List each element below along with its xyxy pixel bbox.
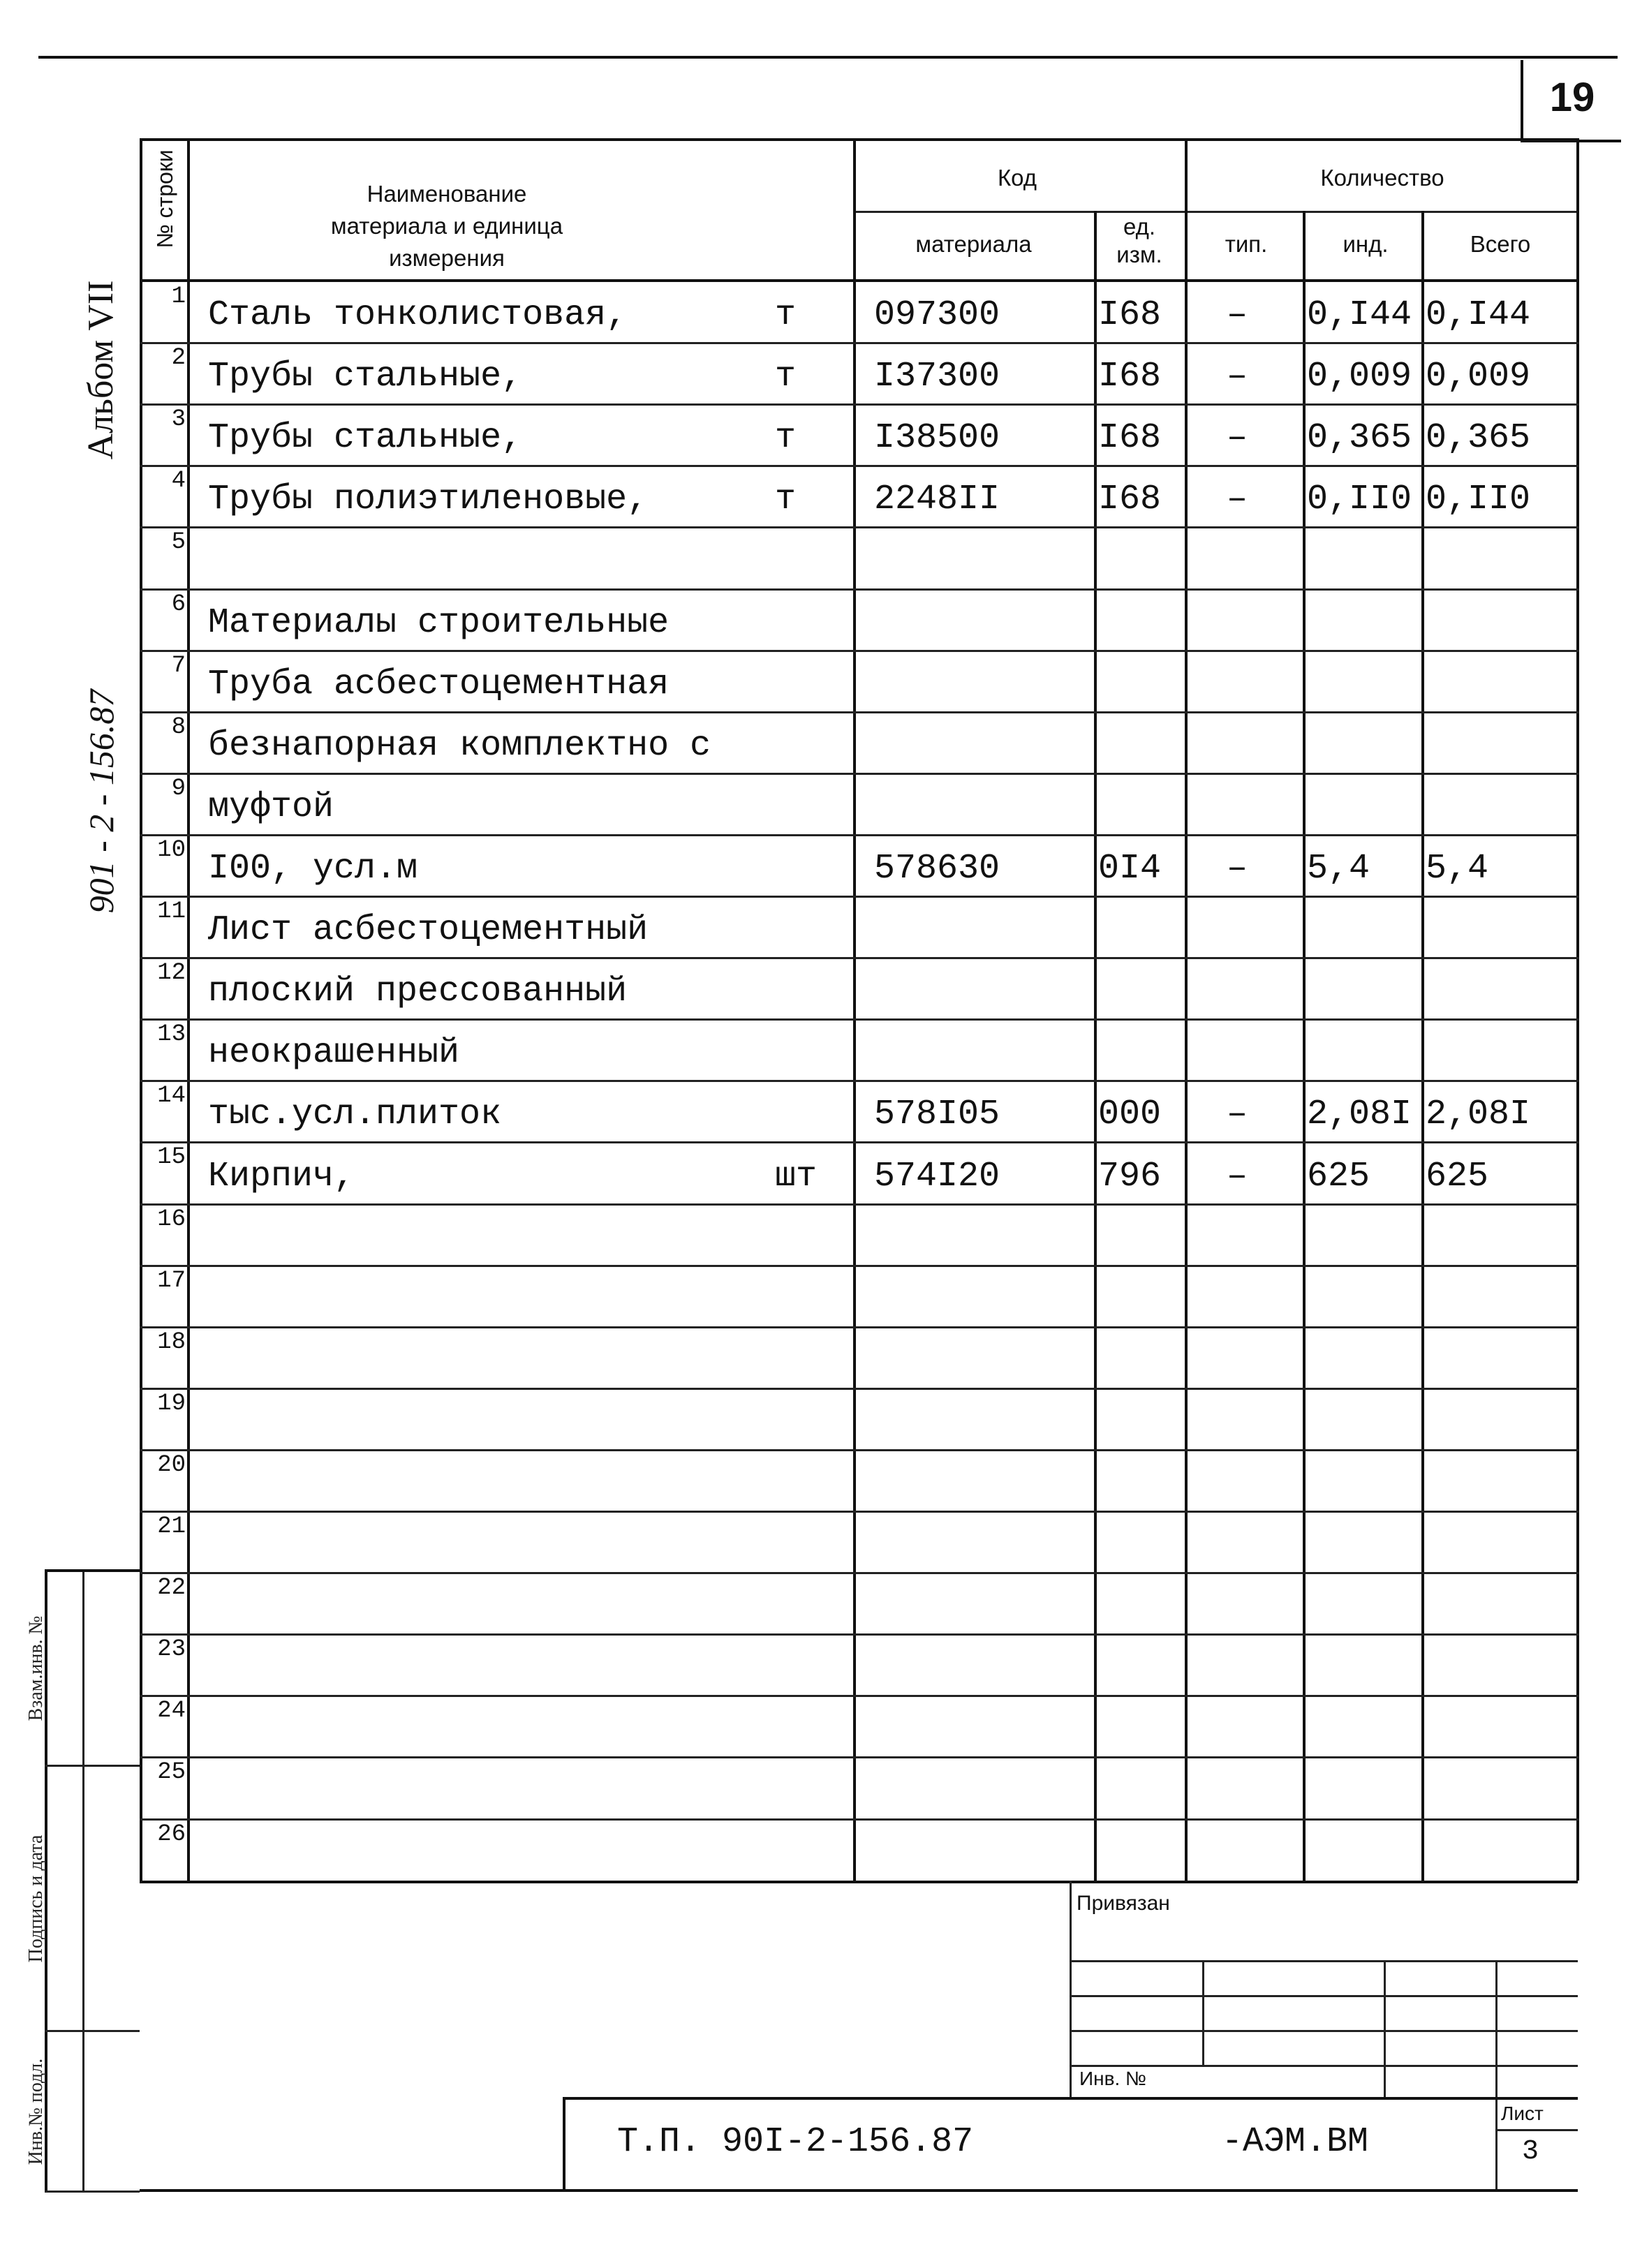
titleblock-attached-label: Привязан (1077, 1892, 1170, 1915)
titleblock-bottom (140, 2189, 1578, 2192)
qty-individual: 0,009 (1307, 357, 1412, 396)
stamp-bottom (45, 2191, 140, 2193)
row-divider (140, 1695, 1579, 1697)
col-border-ind (1303, 211, 1306, 1881)
header-code-unit: ед. изм. (1116, 214, 1162, 267)
material-name: Трубы полиэтиленовые, (208, 480, 649, 519)
titleblock-grid-v3 (1495, 1960, 1498, 2191)
header-code: Код (997, 165, 1037, 191)
material-name: Лист асбестоцементный (208, 910, 649, 950)
row-number: 21 (157, 1513, 186, 1540)
project-number-label: 901 - 2 - 156.87 (82, 689, 121, 914)
row-number: 11 (157, 898, 186, 925)
row-divider (140, 650, 1579, 652)
header-subdivider (853, 211, 1579, 213)
row-number: 9 (171, 776, 186, 802)
material-name: Труба асбестоцементная (208, 665, 670, 704)
material-code: 097300 (874, 295, 1000, 335)
row-divider (140, 1818, 1579, 1821)
titleblock-sheet-label: Лист (1501, 2103, 1544, 2124)
row-number: 12 (157, 960, 186, 986)
titleblock-sheet-div (1495, 2129, 1578, 2131)
titleblock-sheet-number: 3 (1522, 2136, 1539, 2167)
material-code: I37300 (874, 357, 1000, 396)
titleblock-main-top (563, 2097, 1578, 2100)
row-divider (140, 957, 1579, 959)
material-name: Материалы строительные (208, 603, 670, 643)
qty-individual: 0,II0 (1307, 480, 1412, 519)
titleblock-inv-label: Инв. № (1079, 2068, 1147, 2089)
page-number-box (1521, 60, 1621, 142)
material-name: I00, усл.м (208, 849, 418, 889)
row-number: 20 (157, 1452, 186, 1478)
stamp-inv-replace: Взам.инв. № (25, 1615, 47, 1721)
row-number: 13 (157, 1021, 186, 1048)
row-number: 10 (157, 837, 186, 864)
stamp-sign-date: Подпись и дата (25, 1835, 47, 1963)
stamp-div2 (45, 2030, 140, 2032)
qty-typical: – (1227, 357, 1248, 396)
titleblock-grid-h2 (1070, 1995, 1578, 1997)
qty-total: 5,4 (1426, 849, 1489, 889)
col-border-left (140, 138, 142, 1881)
header-row-number: № строки (152, 149, 177, 249)
qty-typical: – (1227, 418, 1248, 458)
row-number: 23 (157, 1636, 186, 1663)
row-divider (140, 1018, 1579, 1021)
titleblock-designation: Т.П. 90I-2-156.87 (617, 2122, 974, 2162)
titleblock-grid-v2 (1384, 1960, 1386, 2100)
row-number: 14 (157, 1083, 186, 1109)
row-divider (140, 465, 1579, 467)
unit-of-measure: т (775, 480, 797, 519)
qty-individual: 2,08I (1307, 1095, 1412, 1134)
titleblock-grid-h1 (1070, 1960, 1578, 1962)
row-number: 8 (171, 714, 186, 741)
row-divider (140, 1449, 1579, 1451)
table-top (140, 138, 1579, 141)
row-number: 18 (157, 1329, 186, 1356)
row-divider (140, 1203, 1579, 1206)
qty-total: 0,I44 (1426, 295, 1531, 335)
material-code: 578630 (874, 849, 1000, 889)
row-divider (140, 1141, 1579, 1143)
unit-code: 000 (1098, 1095, 1162, 1134)
col-border-right (1576, 138, 1579, 1881)
row-divider (140, 1080, 1579, 1082)
col-border-total (1421, 211, 1424, 1881)
row-number: 15 (157, 1144, 186, 1171)
unit-code: I68 (1098, 480, 1162, 519)
row-number: 5 (171, 529, 186, 556)
material-name: тыс.усл.плиток (208, 1095, 502, 1134)
top-rule (38, 56, 1618, 59)
material-name: Сталь тонколистовая, (208, 295, 628, 335)
col-border-unit (1094, 211, 1097, 1881)
header-quantity: Количество (1320, 165, 1444, 191)
row-divider (140, 1388, 1579, 1390)
qty-individual: 0,365 (1307, 418, 1412, 458)
unit-of-measure: шт (775, 1157, 818, 1196)
header-name: Наименование материала и единица измерения (330, 181, 563, 271)
material-name: муфтой (208, 787, 334, 827)
material-name: Трубы стальные, (208, 357, 523, 396)
material-name: плоский прессованный (208, 972, 628, 1011)
qty-total: 0,II0 (1426, 480, 1531, 519)
qty-typical: – (1227, 1095, 1248, 1134)
header-bottom (140, 279, 1579, 282)
row-divider (140, 773, 1579, 775)
qty-individual: 0,I44 (1307, 295, 1412, 335)
row-divider (140, 1633, 1579, 1636)
qty-total: 0,009 (1426, 357, 1531, 396)
row-divider (140, 403, 1579, 406)
material-code: I38500 (874, 418, 1000, 458)
row-number: 7 (171, 653, 186, 679)
header-qty-ind: инд. (1343, 231, 1389, 257)
unit-code: I68 (1098, 357, 1162, 396)
row-divider (140, 1756, 1579, 1758)
unit-code: I68 (1098, 295, 1162, 335)
row-number: 4 (171, 468, 186, 494)
album-label: Альбом VII (81, 280, 121, 460)
row-number: 6 (171, 591, 186, 618)
material-name: безнапорная комплектно с (208, 726, 711, 766)
row-number: 24 (157, 1698, 186, 1724)
row-number: 3 (171, 406, 186, 433)
qty-total: 2,08I (1426, 1095, 1531, 1134)
row-divider (140, 1326, 1579, 1328)
material-code: 2248II (874, 480, 1000, 519)
qty-individual: 625 (1307, 1157, 1370, 1196)
row-number: 25 (157, 1759, 186, 1786)
material-name: неокрашенный (208, 1033, 460, 1073)
material-code: 578I05 (874, 1095, 1000, 1134)
header-code-material: материала (915, 231, 1032, 257)
row-number: 26 (157, 1821, 186, 1848)
page-number: 19 (1549, 75, 1595, 120)
material-name: Кирпич, (208, 1157, 355, 1196)
stamp-inv-orig: Инв.№ подл. (25, 2058, 47, 2165)
col-border-code (853, 138, 856, 1881)
stamp-mid-border (82, 1569, 84, 2192)
qty-typical: – (1227, 1157, 1248, 1196)
unit-code: 796 (1098, 1157, 1162, 1196)
qty-total: 625 (1426, 1157, 1489, 1196)
material-name: Трубы стальные, (208, 418, 523, 458)
titleblock-main-left (563, 2097, 565, 2191)
material-code: 574I20 (874, 1157, 1000, 1196)
qty-typical: – (1227, 480, 1248, 519)
row-number: 2 (171, 345, 186, 371)
qty-typical: – (1227, 295, 1248, 335)
titleblock-grid-h3 (1070, 2030, 1578, 2032)
row-divider (140, 711, 1579, 713)
row-divider (140, 896, 1579, 898)
unit-of-measure: т (775, 357, 797, 396)
row-divider (140, 1265, 1579, 1267)
row-number: 17 (157, 1268, 186, 1294)
row-divider (140, 588, 1579, 591)
row-divider (140, 526, 1579, 528)
row-number: 22 (157, 1575, 186, 1601)
row-divider (140, 342, 1579, 344)
row-number: 19 (157, 1391, 186, 1417)
qty-individual: 5,4 (1307, 849, 1370, 889)
qty-total: 0,365 (1426, 418, 1531, 458)
titleblock-suffix: -АЭМ.ВМ (1222, 2122, 1369, 2162)
titleblock-grid-v1 (1202, 1960, 1204, 2065)
unit-code: 0I4 (1098, 849, 1162, 889)
titleblock-grid-h4 (1070, 2065, 1578, 2067)
header-qty-total: Всего (1470, 231, 1531, 257)
row-number: 16 (157, 1206, 186, 1233)
unit-of-measure: т (775, 295, 797, 335)
stamp-div1 (45, 1765, 140, 1767)
row-divider (140, 834, 1579, 836)
unit-code: I68 (1098, 418, 1162, 458)
titleblock-top (140, 1881, 1578, 1883)
col-border-qty (1185, 138, 1188, 1881)
row-divider (140, 1511, 1579, 1513)
stamp-top (45, 1569, 140, 1572)
qty-typical: – (1227, 849, 1248, 889)
unit-of-measure: т (775, 418, 797, 458)
row-divider (140, 1572, 1579, 1574)
row-number: 1 (171, 283, 186, 310)
col-border-num (187, 138, 190, 1881)
header-qty-typ: тип. (1225, 231, 1268, 257)
